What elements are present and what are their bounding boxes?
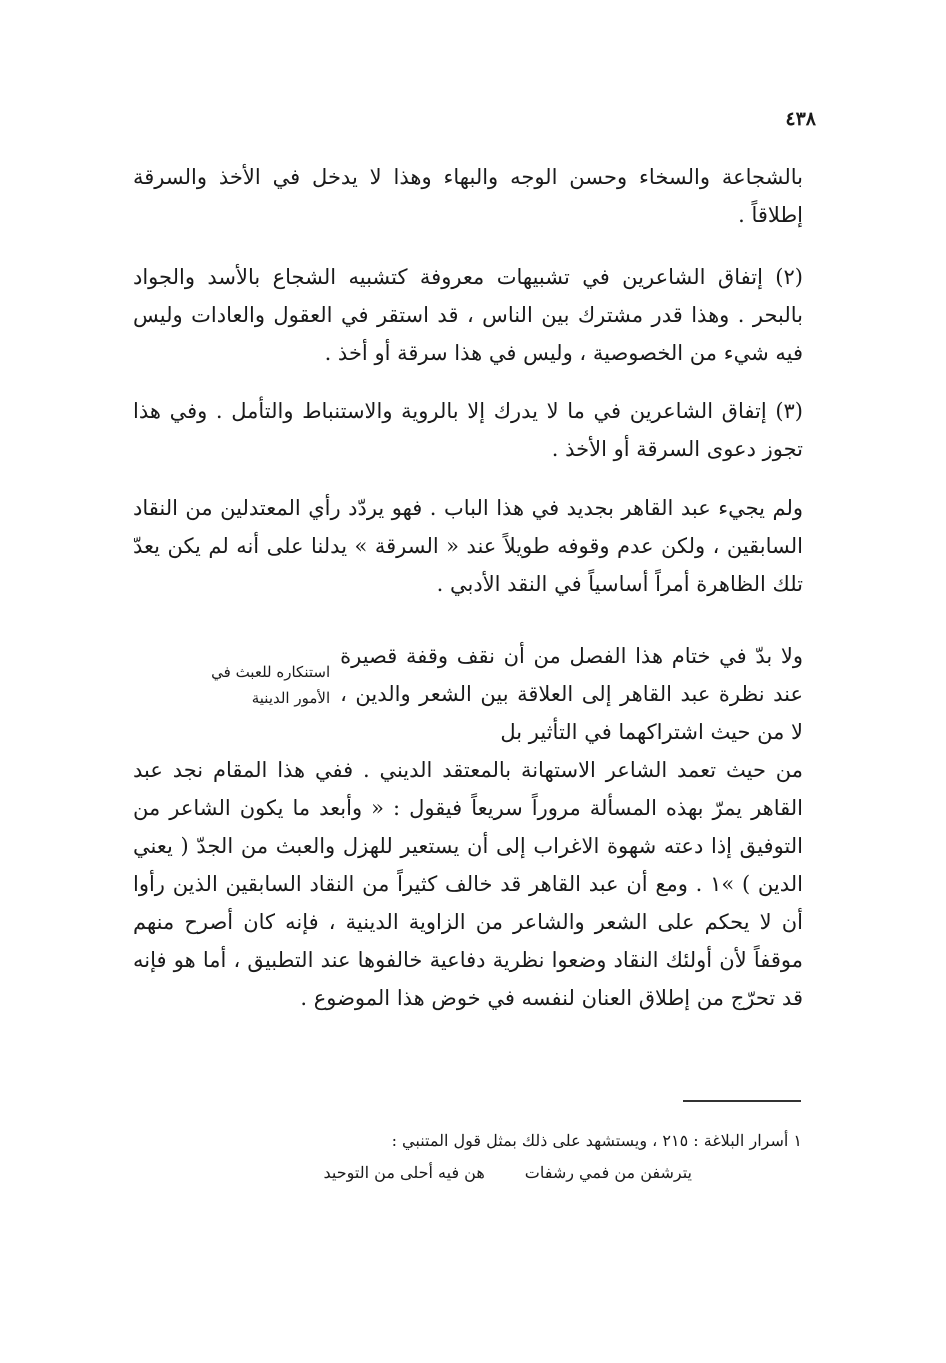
paragraph-2-text: (٢) إتفاق الشاعرين في تشبيهات معروفة كتشبيه الشجاع بالأسد والجواد بالبحر . وهذا قدر مشترك بين الناس ، قد استقر في العقول والعادات وليس فيه شيء من الخصوصية ، وليس في هذا سرقة أو أخذ . [133, 265, 803, 365]
page-number: ٤٣٨ [785, 108, 816, 130]
footnotes [200, 1125, 802, 1189]
paragraph-1 [133, 158, 803, 234]
paragraph-4 [133, 489, 803, 603]
paragraph-5-with-margin-note [133, 637, 803, 751]
verse-second-hemistich: هن فيه أحلى من التوحيد [323, 1163, 485, 1182]
paragraph-3-text: (٣) إتفاق الشاعرين في ما لا يدرك إلا بالروية والاستنباط والتأمل . وفي هذا تجوز دعوى السرقة أو الأخذ . [133, 399, 803, 461]
paragraph-2 [133, 258, 803, 372]
footnote-1: ١ أسرار البلاغة : ٢١٥ ، ويستشهد على ذلك بمثل قول المتنبي : [391, 1131, 802, 1150]
margin-note [143, 637, 340, 751]
paragraph-5 [133, 637, 803, 1017]
paragraph-1-text: بالشجاعة والسخاء وحسن الوجه والبهاء وهذا لا يدخل في الأخذ والسرقة إطلاقاً . [133, 165, 803, 227]
margin-note-line-1: استنكاره للعبث في [211, 663, 331, 681]
paragraph-4-text: ولم يجيء عبد القاهر بجديد في هذا الباب . فهو يردّد رأي المعتدلين من النقاد السابقين ، ولكن عدم وقوفه طويلاً عند « السرقة » يدلنا على أنه لم يكن يعدّ تلك الظاهرة أمراً أساسياً في النقد الأدبي . [133, 496, 803, 596]
footnote-verse [200, 1157, 802, 1189]
verse-first-hemistich: يترشفن من فمي رشفات [524, 1163, 692, 1182]
paragraph-3 [133, 392, 803, 468]
margin-note-line-2: الأمور الدينية [251, 689, 331, 707]
paragraph-5-opening: ولا بدّ في ختام هذا الفصل من أن نقف وقفة قصيرة عند نظرة عبد القاهر إلى العلاقة بين الشعر والدين ، لا من حيث اشتراكهما في التأثير بل [340, 644, 803, 744]
footnote-divider [683, 1100, 801, 1102]
paragraph-5-continuation: من حيث تعمد الشاعر الاستهانة بالمعتقد الديني . ففي هذا المقام نجد عبد القاهر يمرّ بهذه المسألة مروراً سريعاً فيقول : « وأبعد ما يكون الشاعر من التوفيق إذا دعته شهوة الاغراب إلى أن يستعير للهزل والعبث من الجدّ ( يعني الدين ) »١ . ومع أن عبد القاهر قد خالف كثيراً من النقاد السابقين الذين رأوا أن لا يحكم على الشعر والشاعر من الزاوية الدينية ، فإنه كان أصرح منهم موقفاً لأن أولئك النقاد وضعوا نظرية دفاعية خالفوها عند التطبيق ، أما هو فإنه قد تحرّج من إطلاق العنان لنفسه في خوض هذا الموضوع . [133, 758, 804, 1010]
